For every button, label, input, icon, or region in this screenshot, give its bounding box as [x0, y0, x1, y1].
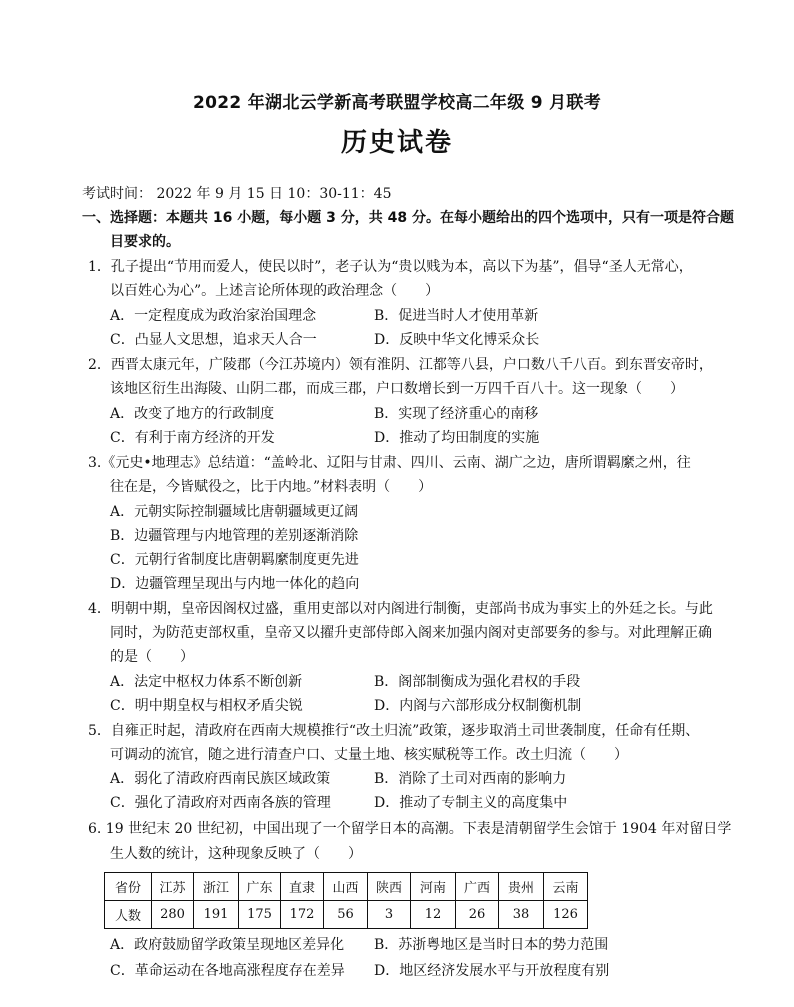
q5-option-c: C．强化了清政府对西南各族的管理	[110, 795, 331, 811]
province-cell: 直隶	[281, 873, 324, 901]
count-cell: 12	[411, 901, 456, 929]
q6-option-c: C．革命运动在各地高涨程度存在差异	[110, 963, 345, 979]
province-cell: 山西	[324, 873, 368, 901]
q2-option-a: A．改变了地方的行政制度	[110, 406, 275, 422]
exam-time: 考试时间： 2022 年 9 月 15 日 10：30-11：45	[82, 186, 392, 202]
q3-stem-line1: 3.《元史•地理志》总结道：“盖岭北、辽阳与甘肃、四川、云南、湖广之边，唐所谓羁縻之州，往	[88, 455, 691, 471]
q1-stem-line2: 以百姓心为心”。上述言论所体现的政治理念（ ）	[110, 283, 440, 299]
q5-option-b: B．消除了土司对西南的影响力	[374, 771, 567, 787]
q3-option-c: C．元朝行省制度比唐朝羁縻制度更先进	[110, 552, 359, 568]
count-cell: 26	[456, 901, 499, 929]
q6-option-a: A．政府鼓励留学政策呈现地区差异化	[110, 937, 345, 953]
q1-option-c: C．凸显人文思想，追求天人合一	[110, 332, 317, 348]
q5-stem-line2: 可调动的流官，随之进行清查户口、丈量土地、核实赋税等工作。改土归流（ ）	[110, 747, 628, 763]
province-cell: 江苏	[152, 873, 194, 901]
section-instruction-line2: 目要求的。	[110, 234, 180, 250]
q3-option-d: D．边疆管理呈现出与内地一体化的趋向	[110, 576, 360, 592]
province-cell: 贵州	[499, 873, 544, 901]
q2-option-c: C．有利于南方经济的开发	[110, 430, 275, 446]
q6-stem-line1: 6. 19 世纪末 20 世纪初，中国出现了一个留学日本的高潮。下表是清朝留学生会馆于 1904 年对留日学	[88, 821, 732, 837]
q2-option-b: B．实现了经济重心的南移	[374, 406, 539, 422]
count-cell: 191	[194, 901, 239, 929]
q2-option-d: D．推动了均田制度的实施	[374, 430, 540, 446]
q5-option-a: A．弱化了清政府西南民族区域政策	[110, 771, 331, 787]
province-cell: 广东	[239, 873, 281, 901]
table-header-cell: 省份	[105, 873, 152, 901]
count-cell: 126	[544, 901, 588, 929]
q1-option-b: B．促进当时人才使用革新	[374, 308, 539, 324]
q4-stem-line2: 同时，为防范吏部权重，皇帝又以擢升吏部侍郎入阁来加强内阁对吏部要务的参与。对此理解正确	[110, 625, 712, 641]
province-cell: 陕西	[368, 873, 411, 901]
q3-option-a: A．元朝实际控制疆域比唐朝疆域更辽阔	[110, 504, 359, 520]
province-cell: 河南	[411, 873, 456, 901]
q4-option-c: C．明中期皇权与相权矛盾尖锐	[110, 698, 303, 714]
q4-stem-line3: 的是（ ）	[110, 649, 194, 665]
count-cell: 3	[368, 901, 411, 929]
q2-stem-line2: 该地区衍生出海陵、山阴二郡，而成三郡，户口数增长到一万四千百八十。这一现象（ ）	[110, 381, 684, 397]
q1-stem-line1: 1．孔子提出“节用而爱人，使民以时”，老子认为“贵以贱为本，高以下为基”，倡导“圣人无常心，	[88, 259, 693, 275]
province-cell: 广西	[456, 873, 499, 901]
section-instruction-line1: 一、选择题：本题共 16 小题，每小题 3 分，共 48 分。在每小题给出的四个选项中，只有一项是符合题	[82, 210, 734, 226]
q2-stem-line1: 2．西晋太康元年，广陵郡（今江苏境内）领有淮阴、江都等八县，户口数八千八百。到东晋安帝时，	[88, 357, 713, 373]
q5-stem-line1: 5．自雍正时起，清政府在西南大规模推行“改土归流”政策，逐步取消土司世袭制度，任命有任期、	[88, 723, 700, 739]
q6-option-d: D．地区经济发展水平与开放程度有别	[374, 963, 610, 979]
count-cell: 38	[499, 901, 544, 929]
q4-option-d: D．内阁与六部形成分权制衡机制	[374, 698, 582, 714]
province-cell: 浙江	[194, 873, 239, 901]
table-row-counts	[105, 901, 588, 929]
table-row-provinces	[105, 873, 588, 901]
table-header-cell: 人数	[105, 901, 152, 929]
q4-stem-line1: 4．明朝中期，皇帝因阁权过盛，重用吏部以对内阁进行制衡，吏部尚书成为事实上的外廷之长。与此	[88, 601, 713, 617]
q4-option-b: B．阁部制衡成为强化君权的手段	[374, 674, 581, 690]
q6-stem-line2: 生人数的统计，这种现象反映了（ ）	[110, 846, 362, 862]
q3-option-b: B．边疆管理与内地管理的差别逐渐消除	[110, 528, 359, 544]
q3-stem-line2: 往在是，今皆赋役之，比于内地。”材料表明（ ）	[110, 479, 433, 495]
exam-subject-title: 历史试卷	[340, 128, 453, 158]
study-abroad-table	[104, 872, 588, 929]
count-cell: 175	[239, 901, 281, 929]
q5-option-d: D．推动了专制主义的高度集中	[374, 795, 568, 811]
q6-option-b: B．苏浙粤地区是当时日本的势力范围	[374, 937, 609, 953]
q1-option-d: D．反映中华文化博采众长	[374, 332, 540, 348]
province-cell: 云南	[544, 873, 588, 901]
q4-option-a: A．法定中枢权力体系不断创新	[110, 674, 303, 690]
exam-header-title: 2022 年湖北云学新高考联盟学校高二年级 9 月联考	[193, 93, 601, 113]
count-cell: 280	[152, 901, 194, 929]
count-cell: 56	[324, 901, 368, 929]
count-cell: 172	[281, 901, 324, 929]
q1-option-a: A．一定程度成为政治家治国理念	[110, 308, 317, 324]
